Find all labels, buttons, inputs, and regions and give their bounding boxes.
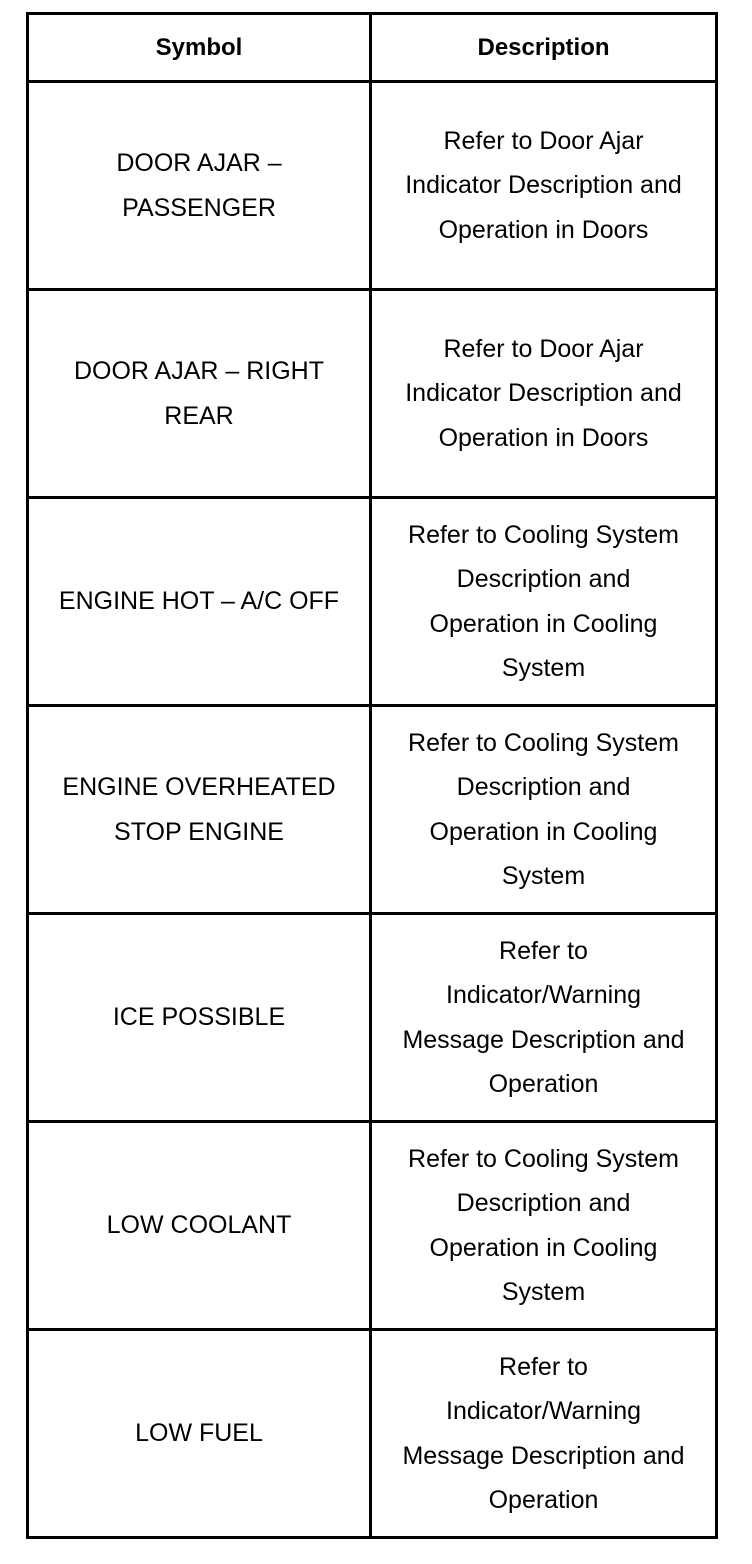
- description-column-header: Description: [371, 14, 717, 82]
- symbol-description-table: [26, 12, 718, 1539]
- table-row: [28, 706, 717, 914]
- table-row: [28, 290, 717, 498]
- symbol-column-header: Symbol: [28, 14, 371, 82]
- symbol-cell: ICE POSSIBLE: [28, 914, 371, 1122]
- description-cell: Refer to Cooling System Description and Operation in Cooling System: [371, 1122, 717, 1330]
- symbol-cell: LOW FUEL: [28, 1330, 371, 1538]
- table-row: [28, 498, 717, 706]
- description-cell: Refer to Indicator/Warning Message Description and Operation: [371, 914, 717, 1122]
- description-cell: Refer to Door Ajar Indicator Description and Operation in Doors: [371, 82, 717, 290]
- table-row: [28, 1330, 717, 1538]
- description-cell: Refer to Indicator/Warning Message Description and Operation: [371, 1330, 717, 1538]
- symbol-cell: ENGINE HOT – A/C OFF: [28, 498, 371, 706]
- symbol-description-sheet: [26, 12, 715, 1555]
- table-row: [28, 1122, 717, 1330]
- description-cell: Refer to Cooling System Description and Operation in Cooling System: [371, 498, 717, 706]
- description-cell: Refer to Door Ajar Indicator Description and Operation in Doors: [371, 290, 717, 498]
- description-cell: Refer to Cooling System Description and Operation in Cooling System: [371, 706, 717, 914]
- table-row: [28, 914, 717, 1122]
- symbol-cell: DOOR AJAR – RIGHT REAR: [28, 290, 371, 498]
- symbol-cell: DOOR AJAR – PASSENGER: [28, 82, 371, 290]
- table-header-row: [28, 14, 717, 82]
- symbol-cell: LOW COOLANT: [28, 1122, 371, 1330]
- symbol-cell: ENGINE OVERHEATED STOP ENGINE: [28, 706, 371, 914]
- table-row: [28, 82, 717, 290]
